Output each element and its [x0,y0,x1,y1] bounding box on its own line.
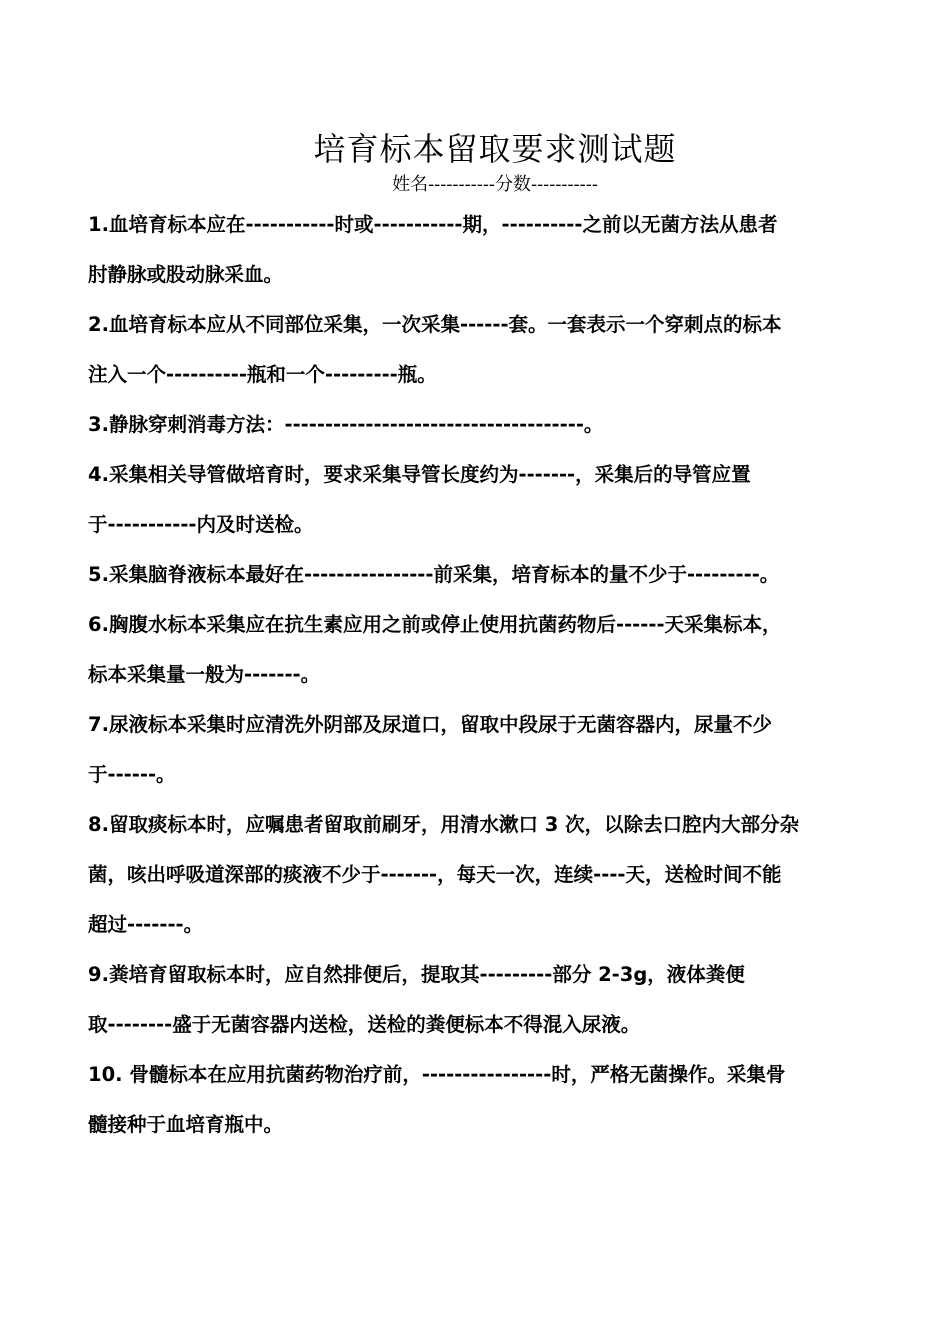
question-8: 8.留取痰标本时，应嘱患者留取前刷牙，用清水漱口 3 次，以除去口腔内大部分杂 菌，咳出呼吸道深部的痰液不少于-------，每天一次，连续----天，送检时间不能 超过-------。 [88,813,800,936]
name-score-line: 姓名-----------分数----------- [392,174,598,195]
question-4: 4.采集相关导管做培育时，要求采集导管长度约为-------，采集后的导管应置 于-----------内及时送检。 [88,463,751,536]
question-7: 7.尿液标本采集时应清洗外阴部及尿道口，留取中段尿于无菌容器内，尿量不少 于------。 [88,713,772,786]
question-2: 2.血培育标本应从不同部位采集，一次采集------套。一套表示一个穿刺点的标本 注入一个----------瓶和一个---------瓶。 [88,313,782,386]
question-10: 10. 骨髓标本在应用抗菌药物治疗前，----------------时，严格无菌操作。采集骨 髓接种于血培育瓶中。 [88,1063,786,1136]
question-3: 3.静脉穿刺消毒方法：-------------------------------------。 [88,413,604,436]
question-6: 6.胸腹水标本采集应在抗生素应用之前或停止使用抗菌药物后------天采集标本， 标本采集量一般为-------。 [88,613,782,686]
question-9: 9.粪培育留取标本时，应自然排便后，提取其---------部分 2-3g，液体粪便 取--------盛于无菌容器内送检，送检的粪便标本不得混入尿液。 [88,963,745,1036]
question-list [88,200,894,1150]
page-title: 培育标本留取要求测试题 [313,130,677,168]
question-5: 5.采集脑脊液标本最好在----------------前采集，培育标本的量不少于---------。 [88,563,780,586]
question-1: 1.血培育标本应在-----------时或-----------期，----------之前以无菌方法从患者 肘静脉或股动脉采血。 [88,213,778,286]
